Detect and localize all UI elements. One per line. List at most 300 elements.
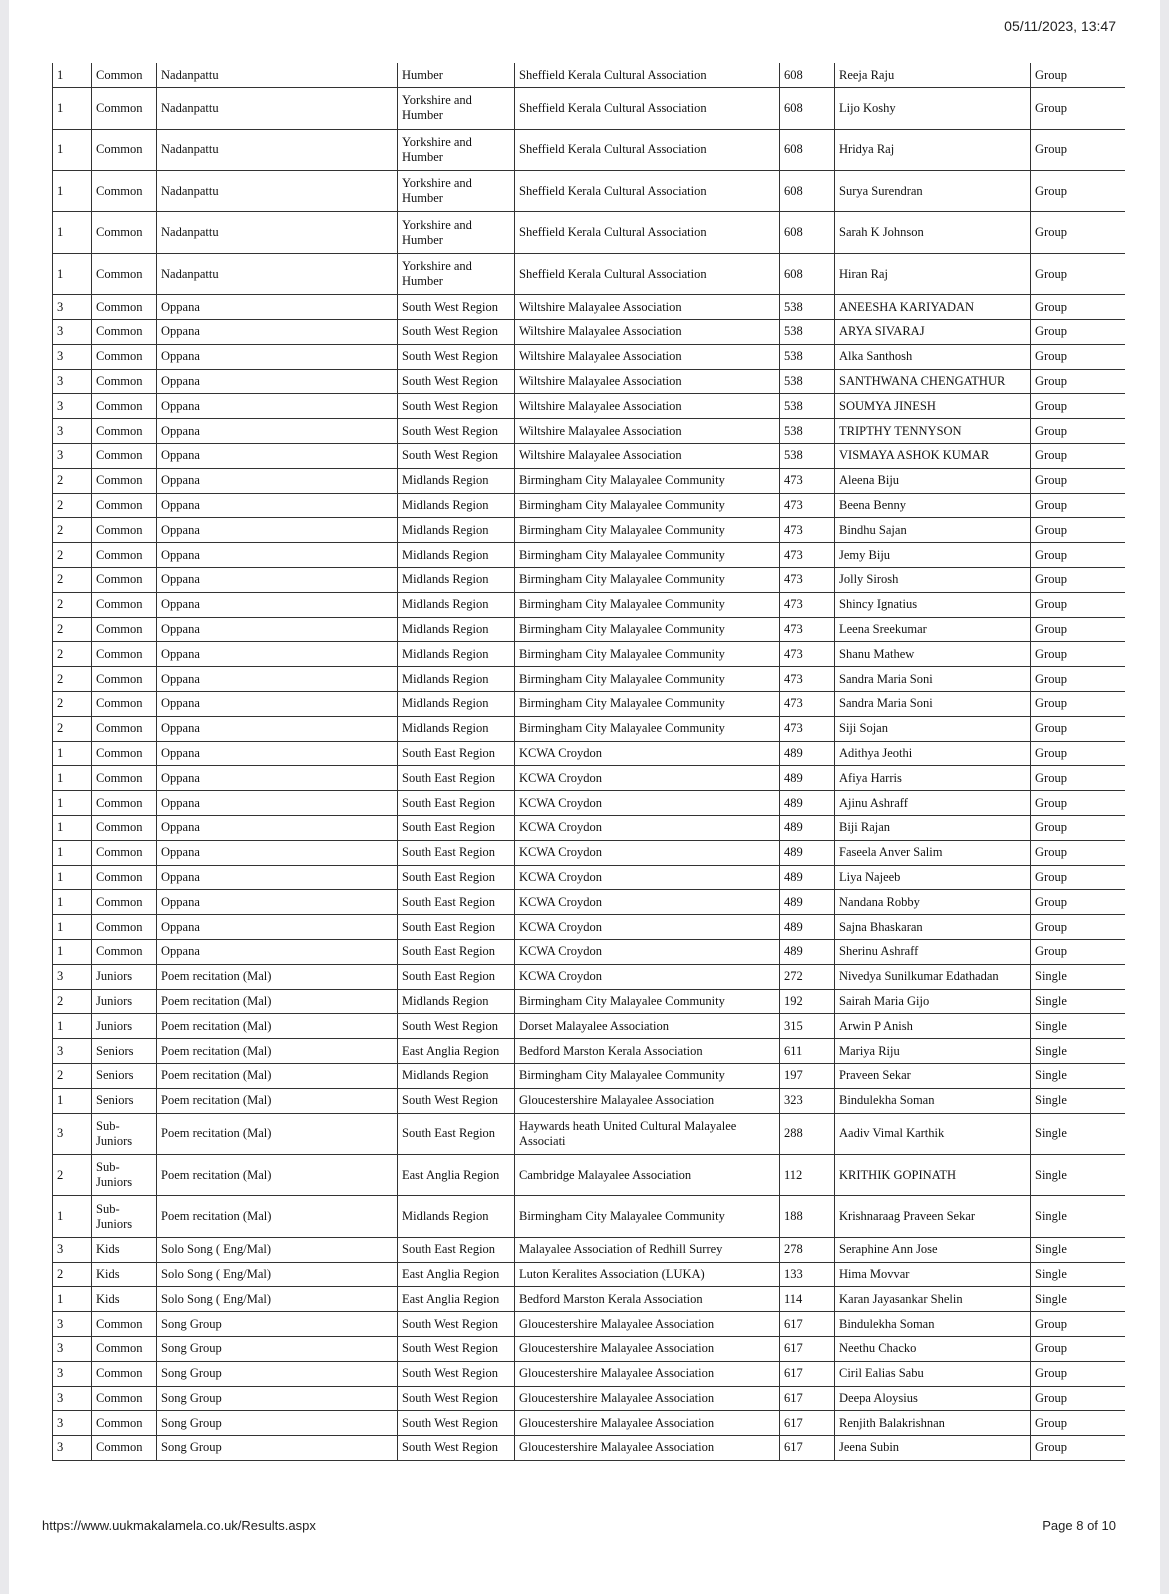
chest-number-cell: 473	[780, 543, 835, 568]
region-cell: Midlands Region	[398, 518, 515, 543]
table-row	[53, 129, 1125, 170]
participant-name-cell: SANTHWANA CHENGATHUR	[835, 369, 1031, 394]
type-cell: Group	[1031, 88, 1125, 129]
type-cell: Group	[1031, 444, 1125, 469]
category-cell: Seniors	[92, 1039, 157, 1064]
type-cell: Group	[1031, 493, 1125, 518]
chest-number-cell: 473	[780, 493, 835, 518]
chest-number-cell: 489	[780, 815, 835, 840]
item-cell: Oppana	[157, 394, 398, 419]
type-cell: Single	[1031, 1014, 1125, 1039]
region-cell: Midlands Region	[398, 592, 515, 617]
table-row	[53, 1287, 1125, 1312]
type-cell: Group	[1031, 129, 1125, 170]
category-cell: Common	[92, 716, 157, 741]
type-cell: Group	[1031, 890, 1125, 915]
participant-name-cell: Nandana Robby	[835, 890, 1031, 915]
type-cell: Group	[1031, 741, 1125, 766]
table-row	[53, 369, 1125, 394]
participant-name-cell: Surya Surendran	[835, 171, 1031, 212]
category-cell: Juniors	[92, 989, 157, 1014]
item-cell: Oppana	[157, 419, 398, 444]
association-cell: Wiltshire Malayalee Association	[515, 394, 780, 419]
item-cell: Song Group	[157, 1386, 398, 1411]
category-cell: Kids	[92, 1262, 157, 1287]
participant-name-cell: Shincy Ignatius	[835, 592, 1031, 617]
chest-number-cell: 114	[780, 1287, 835, 1312]
type-cell: Group	[1031, 1336, 1125, 1361]
category-cell: Common	[92, 88, 157, 129]
position-cell: 3	[53, 1312, 92, 1337]
type-cell: Group	[1031, 667, 1125, 692]
table-row	[53, 468, 1125, 493]
association-cell: Sheffield Kerala Cultural Association	[515, 171, 780, 212]
chest-number-cell: 473	[780, 667, 835, 692]
participant-name-cell: Hiran Raj	[835, 253, 1031, 294]
table-row	[53, 989, 1125, 1014]
region-cell: South East Region	[398, 964, 515, 989]
type-cell: Group	[1031, 642, 1125, 667]
type-cell: Group	[1031, 1436, 1125, 1461]
category-cell: Common	[92, 493, 157, 518]
region-cell: South East Region	[398, 865, 515, 890]
table-row	[53, 1014, 1125, 1039]
position-cell: 3	[53, 1113, 92, 1154]
chest-number-cell: 538	[780, 419, 835, 444]
chest-number-cell: 608	[780, 129, 835, 170]
item-cell: Oppana	[157, 791, 398, 816]
region-cell: Yorkshire and Humber	[398, 129, 515, 170]
association-cell: KCWA Croydon	[515, 741, 780, 766]
category-cell: Common	[92, 939, 157, 964]
item-cell: Poem recitation (Mal)	[157, 1063, 398, 1088]
association-cell: Bedford Marston Kerala Association	[515, 1039, 780, 1064]
type-cell: Group	[1031, 815, 1125, 840]
category-cell: Common	[92, 369, 157, 394]
participant-name-cell: Deepa Aloysius	[835, 1386, 1031, 1411]
association-cell: KCWA Croydon	[515, 840, 780, 865]
region-cell: Midlands Region	[398, 568, 515, 593]
item-cell: Solo Song ( Eng/Mal)	[157, 1262, 398, 1287]
item-cell: Oppana	[157, 320, 398, 345]
type-cell: Single	[1031, 989, 1125, 1014]
region-cell: South West Region	[398, 320, 515, 345]
chest-number-cell: 617	[780, 1411, 835, 1436]
category-cell: Common	[92, 890, 157, 915]
association-cell: KCWA Croydon	[515, 865, 780, 890]
region-cell: Midlands Region	[398, 667, 515, 692]
participant-name-cell: Biji Rajan	[835, 815, 1031, 840]
category-cell: Common	[92, 129, 157, 170]
type-cell: Group	[1031, 369, 1125, 394]
chest-number-cell: 133	[780, 1262, 835, 1287]
table-row	[53, 253, 1125, 294]
item-cell: Oppana	[157, 642, 398, 667]
position-cell: 3	[53, 394, 92, 419]
association-cell: KCWA Croydon	[515, 890, 780, 915]
position-cell: 1	[53, 890, 92, 915]
region-cell: Yorkshire and Humber	[398, 88, 515, 129]
type-cell: Single	[1031, 1262, 1125, 1287]
item-cell: Nadanpattu	[157, 63, 398, 88]
type-cell: Group	[1031, 320, 1125, 345]
position-cell: 2	[53, 1154, 92, 1195]
participant-name-cell: Beena Benny	[835, 493, 1031, 518]
table-row	[53, 1361, 1125, 1386]
association-cell: KCWA Croydon	[515, 766, 780, 791]
chest-number-cell: 617	[780, 1336, 835, 1361]
type-cell: Group	[1031, 1312, 1125, 1337]
item-cell: Oppana	[157, 369, 398, 394]
item-cell: Oppana	[157, 518, 398, 543]
chest-number-cell: 489	[780, 791, 835, 816]
participant-name-cell: ANEESHA KARIYADAN	[835, 295, 1031, 320]
position-cell: 2	[53, 468, 92, 493]
participant-name-cell: Liya Najeeb	[835, 865, 1031, 890]
position-cell: 1	[53, 171, 92, 212]
chest-number-cell: 473	[780, 692, 835, 717]
participant-name-cell: Jemy Biju	[835, 543, 1031, 568]
association-cell: Wiltshire Malayalee Association	[515, 320, 780, 345]
type-cell: Group	[1031, 468, 1125, 493]
type-cell: Single	[1031, 1039, 1125, 1064]
position-cell: 3	[53, 1237, 92, 1262]
category-cell: Common	[92, 766, 157, 791]
association-cell: Gloucestershire Malayalee Association	[515, 1312, 780, 1337]
region-cell: South East Region	[398, 791, 515, 816]
region-cell: South West Region	[398, 344, 515, 369]
table-row	[53, 1154, 1125, 1195]
association-cell: KCWA Croydon	[515, 791, 780, 816]
region-cell: Midlands Region	[398, 617, 515, 642]
association-cell: Birmingham City Malayalee Community	[515, 716, 780, 741]
item-cell: Poem recitation (Mal)	[157, 1113, 398, 1154]
participant-name-cell: TRIPTHY TENNYSON	[835, 419, 1031, 444]
table-row	[53, 344, 1125, 369]
position-cell: 1	[53, 1196, 92, 1237]
category-cell: Common	[92, 253, 157, 294]
item-cell: Oppana	[157, 815, 398, 840]
category-cell: Sub-Juniors	[92, 1154, 157, 1195]
position-cell: 2	[53, 667, 92, 692]
category-cell: Common	[92, 394, 157, 419]
participant-name-cell: KRITHIK GOPINATH	[835, 1154, 1031, 1195]
page-number: Page 8 of 10	[1042, 1518, 1116, 1533]
association-cell: Gloucestershire Malayalee Association	[515, 1336, 780, 1361]
region-cell: South East Region	[398, 1113, 515, 1154]
region-cell: South West Region	[398, 1411, 515, 1436]
type-cell: Single	[1031, 1154, 1125, 1195]
table-row	[53, 667, 1125, 692]
position-cell: 2	[53, 493, 92, 518]
chest-number-cell: 473	[780, 468, 835, 493]
association-cell: Sheffield Kerala Cultural Association	[515, 212, 780, 253]
table-row	[53, 1088, 1125, 1113]
chest-number-cell: 608	[780, 253, 835, 294]
item-cell: Song Group	[157, 1436, 398, 1461]
region-cell: East Anglia Region	[398, 1039, 515, 1064]
association-cell: Wiltshire Malayalee Association	[515, 419, 780, 444]
table-row	[53, 741, 1125, 766]
results-table	[52, 63, 1125, 1461]
chest-number-cell: 608	[780, 171, 835, 212]
results-table-body	[53, 63, 1125, 1460]
category-cell: Kids	[92, 1237, 157, 1262]
association-cell: Sheffield Kerala Cultural Association	[515, 129, 780, 170]
category-cell: Sub-Juniors	[92, 1113, 157, 1154]
type-cell: Group	[1031, 518, 1125, 543]
region-cell: Midlands Region	[398, 989, 515, 1014]
table-row	[53, 1113, 1125, 1154]
participant-name-cell: Krishnaraag Praveen Sekar	[835, 1196, 1031, 1237]
table-row	[53, 815, 1125, 840]
region-cell: Midlands Region	[398, 1063, 515, 1088]
category-cell: Common	[92, 468, 157, 493]
table-row	[53, 865, 1125, 890]
item-cell: Solo Song ( Eng/Mal)	[157, 1237, 398, 1262]
item-cell: Oppana	[157, 444, 398, 469]
table-row	[53, 88, 1125, 129]
category-cell: Juniors	[92, 964, 157, 989]
region-cell: Yorkshire and Humber	[398, 212, 515, 253]
association-cell: Haywards heath United Cultural Malayalee Associati	[515, 1113, 780, 1154]
position-cell: 1	[53, 129, 92, 170]
category-cell: Common	[92, 295, 157, 320]
table-row	[53, 592, 1125, 617]
association-cell: Gloucestershire Malayalee Association	[515, 1361, 780, 1386]
chest-number-cell: 473	[780, 617, 835, 642]
item-cell: Solo Song ( Eng/Mal)	[157, 1287, 398, 1312]
category-cell: Common	[92, 344, 157, 369]
item-cell: Poem recitation (Mal)	[157, 1039, 398, 1064]
chest-number-cell: 611	[780, 1039, 835, 1064]
item-cell: Poem recitation (Mal)	[157, 1014, 398, 1039]
type-cell: Group	[1031, 394, 1125, 419]
chest-number-cell: 489	[780, 890, 835, 915]
participant-name-cell: Hridya Raj	[835, 129, 1031, 170]
table-row	[53, 394, 1125, 419]
position-cell: 3	[53, 1436, 92, 1461]
association-cell: Malayalee Association of Redhill Surrey	[515, 1237, 780, 1262]
type-cell: Group	[1031, 1411, 1125, 1436]
category-cell: Common	[92, 419, 157, 444]
type-cell: Group	[1031, 543, 1125, 568]
chest-number-cell: 112	[780, 1154, 835, 1195]
chest-number-cell: 608	[780, 88, 835, 129]
association-cell: Birmingham City Malayalee Community	[515, 1196, 780, 1237]
chest-number-cell: 323	[780, 1088, 835, 1113]
chest-number-cell: 489	[780, 840, 835, 865]
type-cell: Single	[1031, 964, 1125, 989]
position-cell: 3	[53, 344, 92, 369]
item-cell: Song Group	[157, 1361, 398, 1386]
association-cell: Wiltshire Malayalee Association	[515, 444, 780, 469]
type-cell: Group	[1031, 568, 1125, 593]
association-cell: Wiltshire Malayalee Association	[515, 344, 780, 369]
table-row	[53, 1411, 1125, 1436]
association-cell: Sheffield Kerala Cultural Association	[515, 253, 780, 294]
participant-name-cell: Bindulekha Soman	[835, 1312, 1031, 1337]
category-cell: Kids	[92, 1287, 157, 1312]
participant-name-cell: Leena Sreekumar	[835, 617, 1031, 642]
table-row	[53, 642, 1125, 667]
position-cell: 3	[53, 419, 92, 444]
type-cell: Group	[1031, 1386, 1125, 1411]
category-cell: Common	[92, 1336, 157, 1361]
position-cell: 1	[53, 791, 92, 816]
category-cell: Common	[92, 667, 157, 692]
category-cell: Common	[92, 840, 157, 865]
item-cell: Oppana	[157, 939, 398, 964]
region-cell: South East Region	[398, 939, 515, 964]
type-cell: Group	[1031, 716, 1125, 741]
type-cell: Group	[1031, 865, 1125, 890]
region-cell: South East Region	[398, 741, 515, 766]
item-cell: Oppana	[157, 692, 398, 717]
chest-number-cell: 473	[780, 642, 835, 667]
association-cell: Luton Keralites Association (LUKA)	[515, 1262, 780, 1287]
participant-name-cell: Bindulekha Soman	[835, 1088, 1031, 1113]
category-cell: Common	[92, 1361, 157, 1386]
page-url: https://www.uukmakalamela.co.uk/Results.aspx	[42, 1518, 316, 1533]
table-row	[53, 1196, 1125, 1237]
table-row	[53, 890, 1125, 915]
participant-name-cell: Sajna Bhaskaran	[835, 915, 1031, 940]
type-cell: Single	[1031, 1287, 1125, 1312]
region-cell: East Anglia Region	[398, 1154, 515, 1195]
table-row	[53, 617, 1125, 642]
region-cell: Yorkshire and Humber	[398, 253, 515, 294]
position-cell: 1	[53, 1014, 92, 1039]
type-cell: Group	[1031, 171, 1125, 212]
type-cell: Group	[1031, 840, 1125, 865]
chest-number-cell: 473	[780, 592, 835, 617]
type-cell: Group	[1031, 419, 1125, 444]
participant-name-cell: VISMAYA ASHOK KUMAR	[835, 444, 1031, 469]
position-cell: 1	[53, 212, 92, 253]
item-cell: Oppana	[157, 915, 398, 940]
item-cell: Song Group	[157, 1411, 398, 1436]
position-cell: 2	[53, 1262, 92, 1287]
category-cell: Common	[92, 63, 157, 88]
region-cell: South West Region	[398, 1014, 515, 1039]
association-cell: Birmingham City Malayalee Community	[515, 989, 780, 1014]
association-cell: Gloucestershire Malayalee Association	[515, 1088, 780, 1113]
participant-name-cell: Siji Sojan	[835, 716, 1031, 741]
category-cell: Common	[92, 617, 157, 642]
region-cell: South West Region	[398, 1088, 515, 1113]
participant-name-cell: Lijo Koshy	[835, 88, 1031, 129]
participant-name-cell: Sandra Maria Soni	[835, 667, 1031, 692]
category-cell: Common	[92, 791, 157, 816]
category-cell: Common	[92, 212, 157, 253]
participant-name-cell: SOUMYA JINESH	[835, 394, 1031, 419]
print-datetime: 05/11/2023, 13:47	[1004, 18, 1116, 34]
region-cell: South East Region	[398, 815, 515, 840]
chest-number-cell: 538	[780, 320, 835, 345]
region-cell: East Anglia Region	[398, 1262, 515, 1287]
type-cell: Single	[1031, 1196, 1125, 1237]
table-row	[53, 915, 1125, 940]
type-cell: Group	[1031, 915, 1125, 940]
category-cell: Juniors	[92, 1014, 157, 1039]
position-cell: 1	[53, 766, 92, 791]
table-row	[53, 493, 1125, 518]
table-row	[53, 171, 1125, 212]
association-cell: Gloucestershire Malayalee Association	[515, 1386, 780, 1411]
chest-number-cell: 608	[780, 63, 835, 88]
chest-number-cell: 473	[780, 716, 835, 741]
participant-name-cell: Aadiv Vimal Karthik	[835, 1113, 1031, 1154]
category-cell: Common	[92, 642, 157, 667]
position-cell: 3	[53, 1039, 92, 1064]
category-cell: Common	[92, 815, 157, 840]
chest-number-cell: 197	[780, 1063, 835, 1088]
item-cell: Oppana	[157, 543, 398, 568]
participant-name-cell: Alka Santhosh	[835, 344, 1031, 369]
participant-name-cell: Karan Jayasankar Shelin	[835, 1287, 1031, 1312]
category-cell: Common	[92, 568, 157, 593]
item-cell: Song Group	[157, 1312, 398, 1337]
item-cell: Nadanpattu	[157, 129, 398, 170]
region-cell: South West Region	[398, 444, 515, 469]
type-cell: Single	[1031, 1237, 1125, 1262]
results-page	[9, 0, 1160, 1594]
type-cell: Group	[1031, 617, 1125, 642]
association-cell: Birmingham City Malayalee Community	[515, 692, 780, 717]
participant-name-cell: Jeena Subin	[835, 1436, 1031, 1461]
region-cell: South East Region	[398, 840, 515, 865]
item-cell: Oppana	[157, 741, 398, 766]
chest-number-cell: 473	[780, 568, 835, 593]
association-cell: KCWA Croydon	[515, 915, 780, 940]
position-cell: 2	[53, 1063, 92, 1088]
table-row	[53, 1237, 1125, 1262]
position-cell: 2	[53, 642, 92, 667]
category-cell: Common	[92, 1386, 157, 1411]
region-cell: South West Region	[398, 394, 515, 419]
item-cell: Oppana	[157, 568, 398, 593]
region-cell: South West Region	[398, 1361, 515, 1386]
association-cell: Gloucestershire Malayalee Association	[515, 1436, 780, 1461]
association-cell: Birmingham City Malayalee Community	[515, 518, 780, 543]
item-cell: Oppana	[157, 592, 398, 617]
position-cell: 1	[53, 253, 92, 294]
chest-number-cell: 617	[780, 1361, 835, 1386]
chest-number-cell: 288	[780, 1113, 835, 1154]
type-cell: Group	[1031, 592, 1125, 617]
position-cell: 2	[53, 592, 92, 617]
category-cell: Common	[92, 592, 157, 617]
participant-name-cell: Arwin P Anish	[835, 1014, 1031, 1039]
table-row	[53, 1436, 1125, 1461]
chest-number-cell: 617	[780, 1436, 835, 1461]
table-row	[53, 1336, 1125, 1361]
table-row	[53, 444, 1125, 469]
chest-number-cell: 538	[780, 444, 835, 469]
association-cell: Gloucestershire Malayalee Association	[515, 1411, 780, 1436]
chest-number-cell: 489	[780, 915, 835, 940]
chest-number-cell: 473	[780, 518, 835, 543]
participant-name-cell: Sandra Maria Soni	[835, 692, 1031, 717]
region-cell: South West Region	[398, 1436, 515, 1461]
region-cell: South West Region	[398, 295, 515, 320]
region-cell: South West Region	[398, 419, 515, 444]
participant-name-cell: Sarah K Johnson	[835, 212, 1031, 253]
table-row	[53, 1386, 1125, 1411]
participant-name-cell: Ajinu Ashraff	[835, 791, 1031, 816]
region-cell: Midlands Region	[398, 468, 515, 493]
